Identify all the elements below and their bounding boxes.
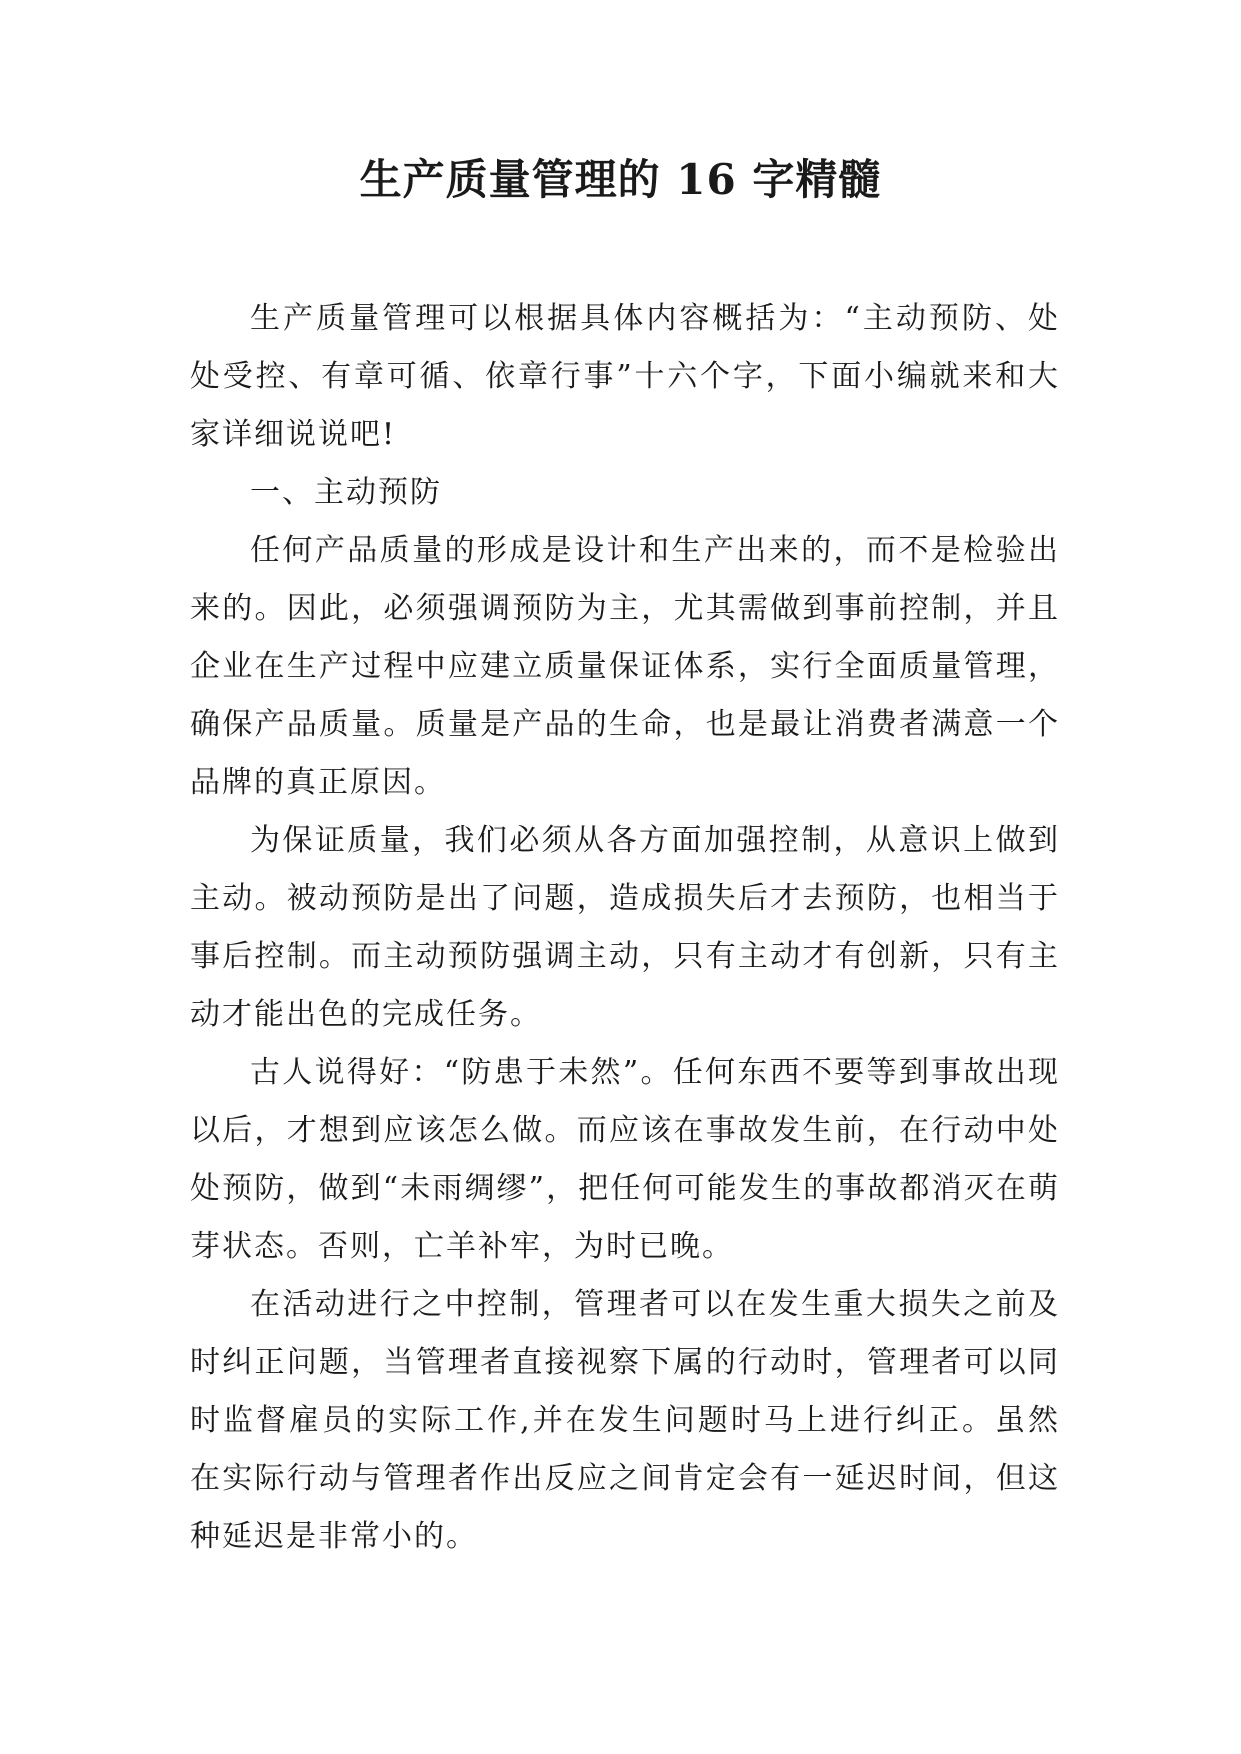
paragraph-3: 古人说得好：“防患于未然”。任何东西不要等到事故出现以后，才想到应该怎么做。而应该在事故发生前，在行动中处处预防，做到“未雨绸缪”，把任何可能发生的事故都消灭在萌芽状态。否则，亡羊补牢，为时已晚。 [190,1055,1060,1264]
document-body [190,290,1060,1566]
document-title: 生产质量管理的 16 字精髓 [359,155,882,204]
paragraph-4: 在活动进行之中控制，管理者可以在发生重大损失之前及时纠正问题，当管理者直接视察下属的行动时，管理者可以同时监督雇员的实际工作,并在发生问题时马上进行纠正。虽然在实际行动与管理者作出反应之间肯定会有一延迟时间，但这种延迟是非常小的。 [190,1287,1060,1554]
paragraph-1: 任何产品质量的形成是设计和生产出来的，而不是检验出来的。因此，必须强调预防为主，尤其需做到事前控制，并且企业在生产过程中应建立质量保证体系，实行全面质量管理，确保产品质量。质量是产品的生命，也是最让消费者满意一个品牌的真正原因。 [190,533,1060,800]
section-heading-1: 一、主动预防 [250,475,442,510]
paragraph-2: 为保证质量，我们必须从各方面加强控制，从意识上做到主动。被动预防是出了问题，造成损失后才去预防，也相当于事后控制。而主动预防强调主动，只有主动才有创新，只有主动才能出色的完成任务。 [190,823,1060,1032]
paragraph-intro: 生产质量管理可以根据具体内容概括为：“主动预防、处处受控、有章可循、依章行事”十六个字，下面小编就来和大家详细说说吧! [190,301,1060,452]
